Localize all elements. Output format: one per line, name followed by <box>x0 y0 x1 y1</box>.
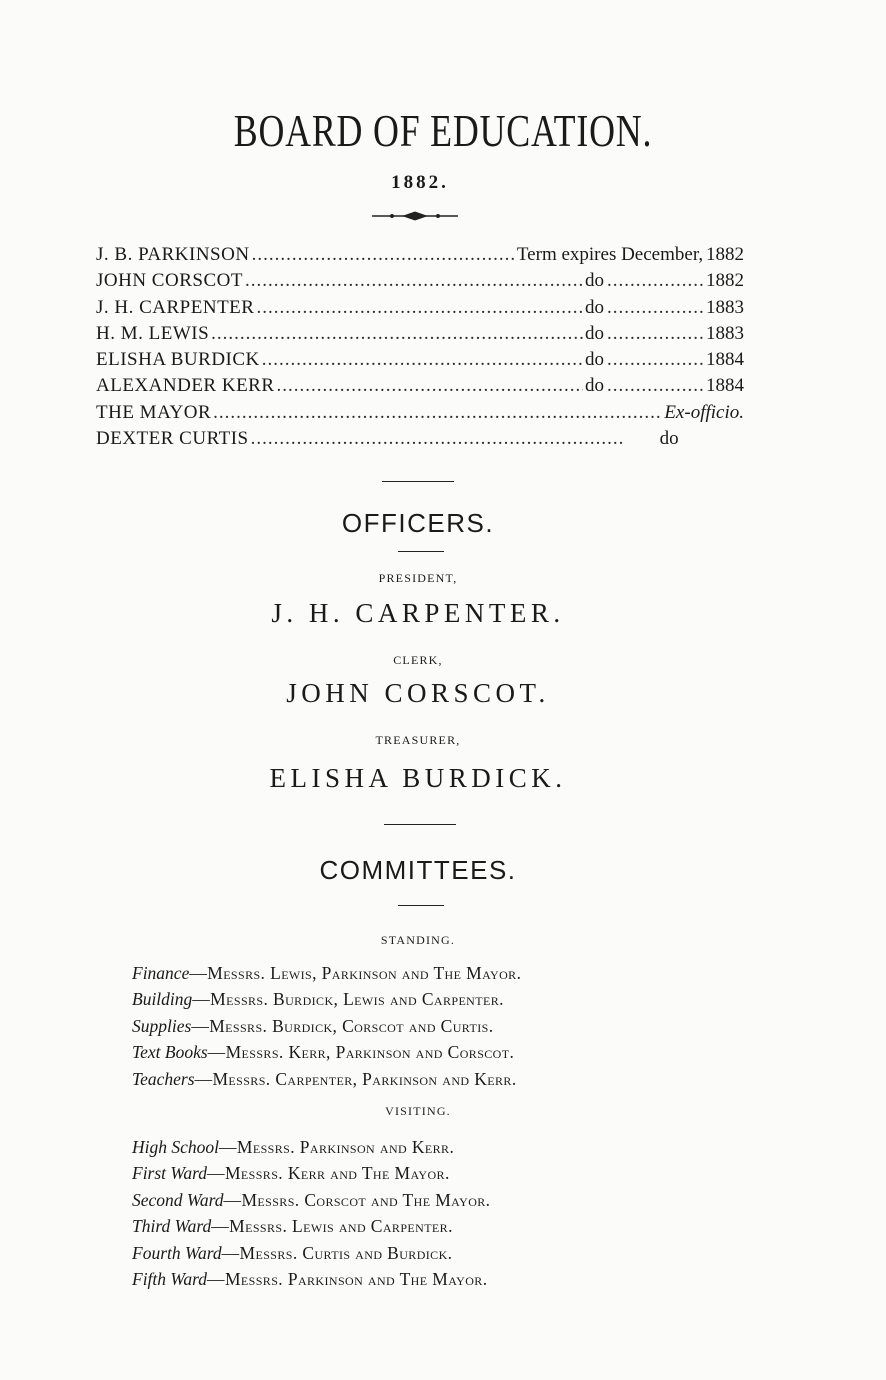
committee-name: Second Ward <box>132 1189 224 1210</box>
dot-leader <box>607 297 703 319</box>
member-name: H. M. LEWIS <box>96 322 210 344</box>
dot-leader <box>213 402 662 424</box>
member-name: JOHN CORSCOT <box>96 270 243 292</box>
committee-name: High School <box>132 1137 220 1157</box>
member-name: ELISHA BURDICK <box>96 349 260 371</box>
committee-members: —Messrs. Carpenter, Parkinson and Kerr. <box>194 1068 517 1089</box>
dot-leader <box>256 297 583 319</box>
member-name: THE MAYOR <box>96 401 212 423</box>
member-term-year: 1884 <box>706 375 744 397</box>
year-heading: 1882. <box>391 172 449 193</box>
president-label: PRESIDENT, <box>378 571 458 585</box>
dot-leader <box>211 323 583 345</box>
list-item <box>132 963 772 989</box>
ornament-divider-icon <box>372 210 458 222</box>
committee-members: —Messrs. Lewis and Carpenter. <box>211 1216 453 1237</box>
member-note: Ex-officio. <box>664 401 744 423</box>
board-members-list <box>96 244 744 454</box>
committee-members: —Messrs. Kerr and The Mayor. <box>207 1163 450 1184</box>
committee-name: First Ward <box>132 1163 208 1184</box>
list-item <box>132 1016 772 1042</box>
committee-name: Third Ward <box>132 1216 212 1237</box>
member-name: ALEXANDER KERR <box>96 375 275 397</box>
member-term-year: 1883 <box>706 322 744 344</box>
treasurer-label: TREASURER, <box>375 733 461 747</box>
page-title: BOARD OF EDUCATION. <box>233 105 653 156</box>
member-term: do <box>585 270 604 292</box>
section-divider <box>384 824 456 825</box>
member-term-year: 1882 <box>706 244 744 265</box>
list-item <box>132 1137 772 1163</box>
member-name: J. B. PARKINSON <box>96 244 250 265</box>
member-name: DEXTER CURTIS <box>96 428 249 450</box>
member-row <box>96 349 744 375</box>
member-row <box>96 428 744 454</box>
committee-name: Fifth Ward <box>132 1268 208 1289</box>
committee-name: Teachers <box>132 1068 195 1089</box>
member-term: do <box>585 375 604 397</box>
list-item <box>132 1069 772 1095</box>
member-term: do <box>585 349 604 371</box>
dot-leader <box>251 428 623 450</box>
member-term-year: 1884 <box>706 349 744 371</box>
dot-leader <box>607 349 703 371</box>
member-term: Term expires December, <box>516 244 704 265</box>
member-term-year: 1882 <box>706 270 744 292</box>
committee-name: Fourth Ward <box>132 1242 222 1263</box>
list-item <box>132 1190 772 1216</box>
dot-leader <box>252 244 515 266</box>
dot-leader <box>262 349 583 371</box>
committee-members: —Messrs. Kerr, Parkinson and Corscot. <box>207 1042 515 1063</box>
list-item <box>132 989 772 1015</box>
dot-leader <box>607 270 703 292</box>
dot-leader <box>245 270 583 292</box>
president-name: J. H. CARPENTER. <box>271 598 565 628</box>
list-item <box>132 1042 772 1068</box>
committee-members: —Messrs. Burdick, Corscot and Curtis. <box>191 1015 494 1036</box>
member-row <box>96 297 744 323</box>
member-term: do <box>585 296 604 318</box>
standing-committees-list <box>132 963 772 1095</box>
visiting-committees-list <box>132 1137 772 1295</box>
committees-heading: COMMITTEES. <box>319 855 517 885</box>
list-item <box>132 1243 772 1269</box>
officers-heading: OFFICERS. <box>341 508 495 538</box>
dot-leader <box>607 375 703 397</box>
member-row <box>96 323 744 349</box>
list-item <box>132 1269 772 1295</box>
committee-name: Text Books <box>132 1042 208 1063</box>
member-note: do <box>659 428 679 450</box>
committee-members: —Messrs. Parkinson and The Mayor. <box>207 1268 488 1289</box>
committee-name: Supplies <box>132 1015 192 1036</box>
clerk-name: JOHN CORSCOT. <box>286 678 550 708</box>
committee-members: —Messrs. Burdick, Lewis and Carpenter. <box>192 989 504 1010</box>
member-row <box>96 402 744 428</box>
member-name: J. H. CARPENTER <box>96 296 255 318</box>
section-divider <box>398 551 444 552</box>
list-item <box>132 1216 772 1242</box>
treasurer-name: ELISHA BURDICK. <box>269 763 567 793</box>
committee-name: Finance <box>132 963 190 983</box>
member-row <box>96 270 744 296</box>
committee-members: —Messrs. Corscot and The Mayor. <box>223 1189 491 1210</box>
list-item <box>132 1163 772 1189</box>
standing-label: STANDING. <box>380 933 456 947</box>
visiting-label: VISITING. <box>385 1104 451 1118</box>
member-row <box>96 244 744 270</box>
member-term-year: 1883 <box>706 296 744 318</box>
committee-members: —Messrs. Parkinson and Kerr. <box>219 1137 455 1157</box>
dot-leader <box>277 375 583 397</box>
member-row <box>96 375 744 401</box>
committee-members: —Messrs. Lewis, Parkinson and The Mayor. <box>189 963 522 983</box>
dot-leader <box>607 323 703 345</box>
member-term: do <box>585 322 604 344</box>
section-divider <box>382 481 454 482</box>
clerk-label: CLERK, <box>393 653 443 667</box>
committee-name: Building <box>132 989 193 1010</box>
section-divider <box>398 905 444 906</box>
committee-members: —Messrs. Curtis and Burdick. <box>221 1242 453 1263</box>
